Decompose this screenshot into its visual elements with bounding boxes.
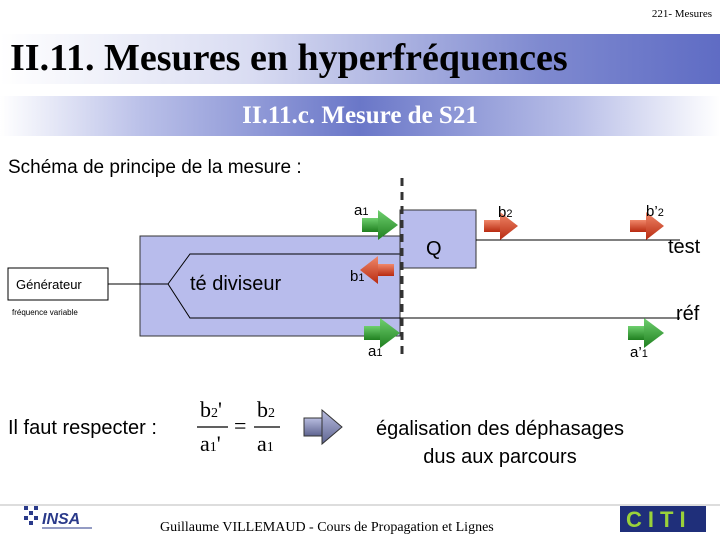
generator-label: Générateur: [16, 277, 82, 292]
ref-label: réf: [676, 303, 700, 325]
formula-rhs-denominator: a1: [257, 431, 274, 456]
signal-b2-prime: b’2: [646, 203, 664, 220]
result-line-2: dus aux parcours: [423, 446, 577, 468]
svg-text:CITI: CITI: [626, 507, 692, 532]
result-line-1: égalisation des déphasages: [376, 418, 624, 440]
signal-a1-bottom: a1: [368, 343, 383, 360]
test-label: test: [668, 236, 701, 258]
citi-logo: [618, 502, 708, 536]
svg-text:INSA: INSA: [42, 511, 81, 528]
formula-lhs-denominator: a1': [200, 431, 221, 456]
page-number: 221- Mesures: [651, 8, 712, 20]
footer-text: Guillaume VILLEMAUD - Cours de Propagation et Lignes: [160, 520, 494, 535]
signal-a1-prime: a’1: [630, 344, 648, 361]
device-label: Q: [426, 238, 442, 260]
result-text: [350, 415, 650, 471]
insa-logo: [20, 500, 96, 536]
implies-arrow: [304, 410, 342, 444]
signal-b2: b2: [498, 204, 513, 221]
signal-b1: b1: [350, 268, 365, 285]
slide-subtitle: II.11.c. Mesure de S21: [242, 102, 478, 129]
formula-rhs-numerator: b2: [257, 397, 275, 422]
condition-text: Il faut respecter :: [8, 417, 157, 439]
intro-text: Schéma de principe de la mesure :: [8, 157, 302, 178]
frequency-label: fréquence variable: [12, 308, 78, 317]
divider-label: té diviseur: [190, 273, 282, 295]
formula-equals: =: [234, 413, 247, 438]
slide-title: II.11. Mesures en hyperfréquences: [10, 37, 568, 79]
signal-a1-top: a1: [354, 202, 369, 219]
formula-lhs-numerator: b2': [200, 397, 222, 422]
